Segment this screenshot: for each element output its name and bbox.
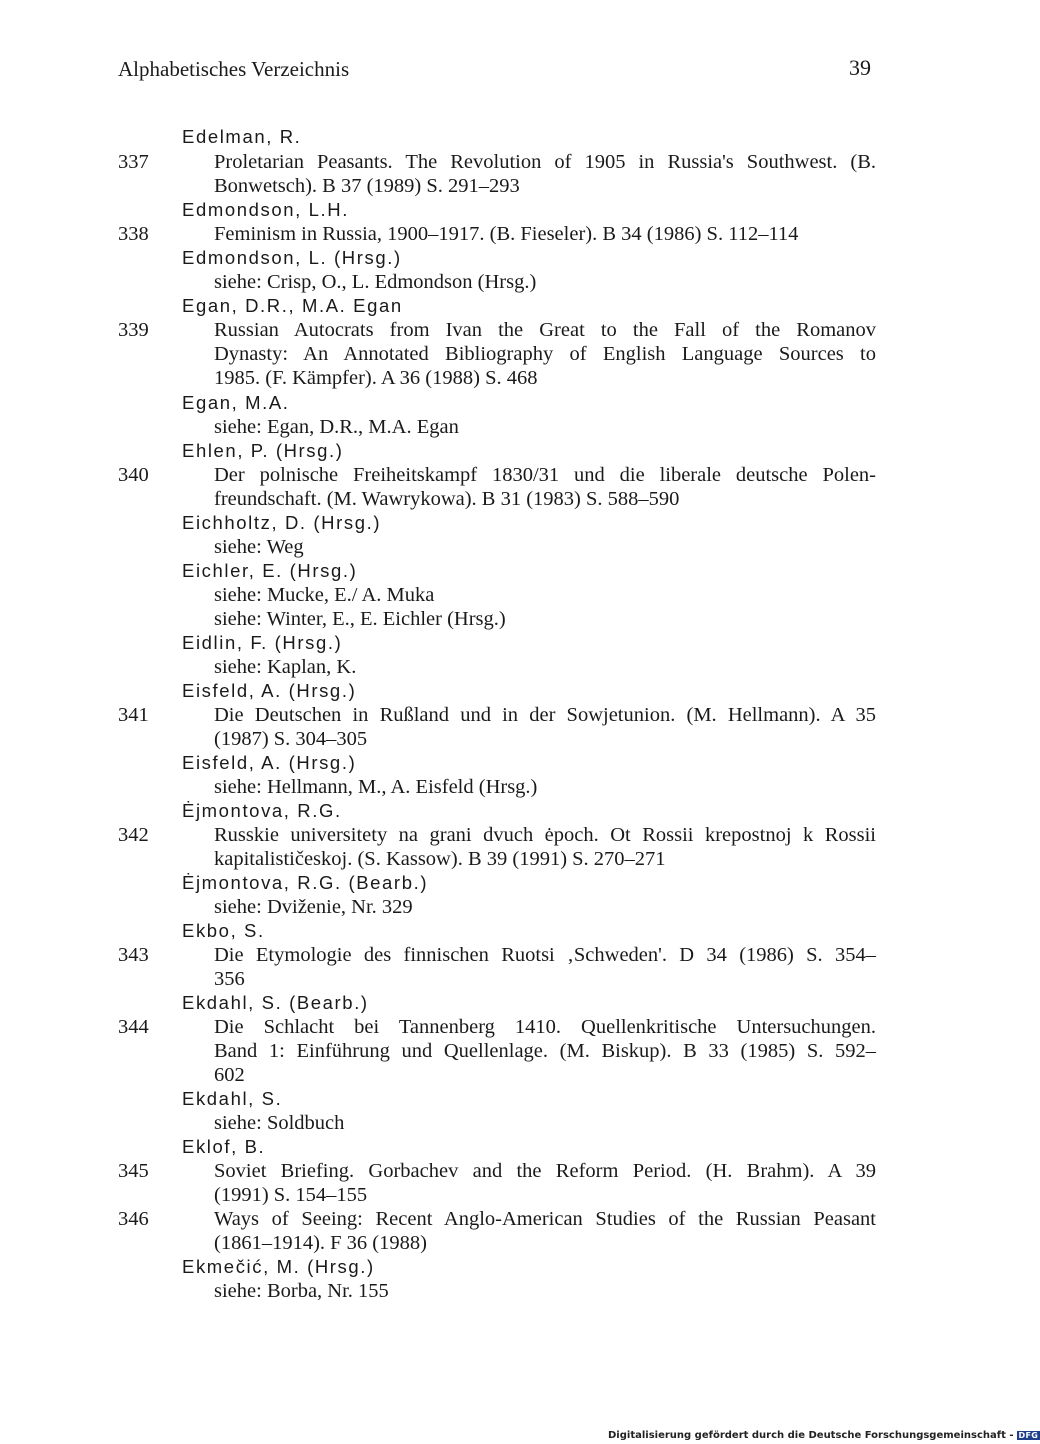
entry-text-line: Russian Autocrats from Ivan the Great to the Fall of the Romanov (214, 319, 876, 341)
cross-reference: siehe: Weg (214, 536, 304, 558)
author-heading: Edmondson, L. (Hrsg.) (182, 247, 402, 268)
author-heading: Ekmečić, M. (Hrsg.) (182, 1256, 375, 1277)
entry-number: 337 (118, 151, 149, 173)
cross-reference: siehe: Egan, D.R., M.A. Egan (214, 416, 459, 438)
entry-number: 338 (118, 223, 149, 245)
author-heading: Egan, M.A. (182, 392, 290, 413)
entry-text-line: Dynasty: An Annotated Bibliography of English Language Sources to (214, 343, 876, 365)
author-heading: Edmondson, L.H. (182, 199, 349, 220)
footer-text: Digitalisierung gefördert durch die Deutsche Forschungsgemeinschaft - (608, 1430, 1014, 1441)
author-heading: Ekdahl, S. (182, 1088, 283, 1109)
cross-reference: siehe: Mucke, E./ A. Muka (214, 584, 435, 606)
entry-text-line: (1991) S. 154–155 (214, 1184, 368, 1206)
author-heading: Ėjmontova, R.G. (182, 800, 342, 821)
author-heading: Eklof, B. (182, 1136, 266, 1157)
entry-number: 346 (118, 1208, 149, 1230)
entry-text-line: Ways of Seeing: Recent Anglo-American Studies of the Russian Peasant (214, 1208, 876, 1230)
author-heading: Ekbo, S. (182, 920, 265, 941)
page-number: 39 (849, 55, 871, 80)
author-heading: Eisfeld, A. (Hrsg.) (182, 752, 357, 773)
entry-text-line: (1861–1914). F 36 (1988) (214, 1232, 427, 1254)
digitization-footer (608, 1430, 1040, 1441)
entry-text-line: Soviet Briefing. Gorbachev and the Reform Period. (H. Brahm). A 39 (214, 1160, 876, 1182)
cross-reference: siehe: Dviženie, Nr. 329 (214, 896, 413, 918)
author-heading: Ekdahl, S. (Bearb.) (182, 992, 369, 1013)
entry-number: 343 (118, 944, 149, 966)
author-heading: Eichholtz, D. (Hrsg.) (182, 512, 382, 533)
entry-text-line: Feminism in Russia, 1900–1917. (B. Fieseler). B 34 (1986) S. 112–114 (214, 223, 799, 245)
entry-text-line: Die Schlacht bei Tannenberg 1410. Quellenkritische Untersuchungen. (214, 1016, 876, 1038)
author-heading: Eidlin, F. (Hrsg.) (182, 632, 343, 653)
author-heading: Eisfeld, A. (Hrsg.) (182, 680, 357, 701)
entry-number: 340 (118, 464, 149, 486)
entry-number: 345 (118, 1160, 149, 1182)
entry-text-line: 356 (214, 968, 245, 990)
cross-reference: siehe: Borba, Nr. 155 (214, 1280, 389, 1302)
entry-text-line: Die Etymologie des finnischen Ruotsi ‚Schweden'. D 34 (1986) S. 354– (214, 944, 876, 966)
entry-text-line: (1987) S. 304–305 (214, 728, 368, 750)
entry-number: 341 (118, 704, 149, 726)
entry-text-line: Der polnische Freiheitskampf 1830/31 und die liberale deutsche Polen- (214, 464, 876, 486)
author-heading: Egan, D.R., M.A. Egan (182, 295, 403, 316)
author-heading: Edelman, R. (182, 126, 302, 147)
cross-reference: siehe: Winter, E., E. Eichler (Hrsg.) (214, 608, 506, 630)
cross-reference: siehe: Soldbuch (214, 1112, 345, 1134)
author-heading: Eichler, E. (Hrsg.) (182, 560, 358, 581)
cross-reference: siehe: Kaplan, K. (214, 656, 357, 678)
entry-number: 342 (118, 824, 149, 846)
cross-reference: siehe: Hellmann, M., A. Eisfeld (Hrsg.) (214, 776, 538, 798)
entry-text-line: Die Deutschen in Rußland und in der Sowjetunion. (M. Hellmann). A 35 (214, 704, 876, 726)
entry-text-line: 1985. (F. Kämpfer). A 36 (1988) S. 468 (214, 367, 538, 389)
cross-reference: siehe: Crisp, O., L. Edmondson (Hrsg.) (214, 271, 537, 293)
entry-text-line: 602 (214, 1064, 245, 1086)
author-heading: Ėjmontova, R.G. (Bearb.) (182, 872, 429, 893)
entry-text-line: kapitalističeskoj. (S. Kassow). B 39 (1991) S. 270–271 (214, 848, 666, 870)
entry-text-line: freundschaft. (M. Wawrykowa). B 31 (1983) S. 588–590 (214, 488, 680, 510)
entry-number: 344 (118, 1016, 149, 1038)
dfg-logo: DFG (1018, 1430, 1039, 1440)
entry-number: 339 (118, 319, 149, 341)
entry-text-line: Bonwetsch). B 37 (1989) S. 291–293 (214, 175, 520, 197)
author-heading: Ehlen, P. (Hrsg.) (182, 440, 344, 461)
running-header-title: Alphabetisches Verzeichnis (118, 57, 350, 81)
entry-text-line: Russkie universitety na grani dvuch ėpoch. Ot Rossii krepostnoj k Rossii (214, 824, 876, 846)
entry-text-line: Band 1: Einführung und Quellenlage. (M. Biskup). B 33 (1985) S. 592– (214, 1040, 876, 1062)
entry-text-line: Proletarian Peasants. The Revolution of 1905 in Russia's Southwest. (B. (214, 151, 876, 173)
